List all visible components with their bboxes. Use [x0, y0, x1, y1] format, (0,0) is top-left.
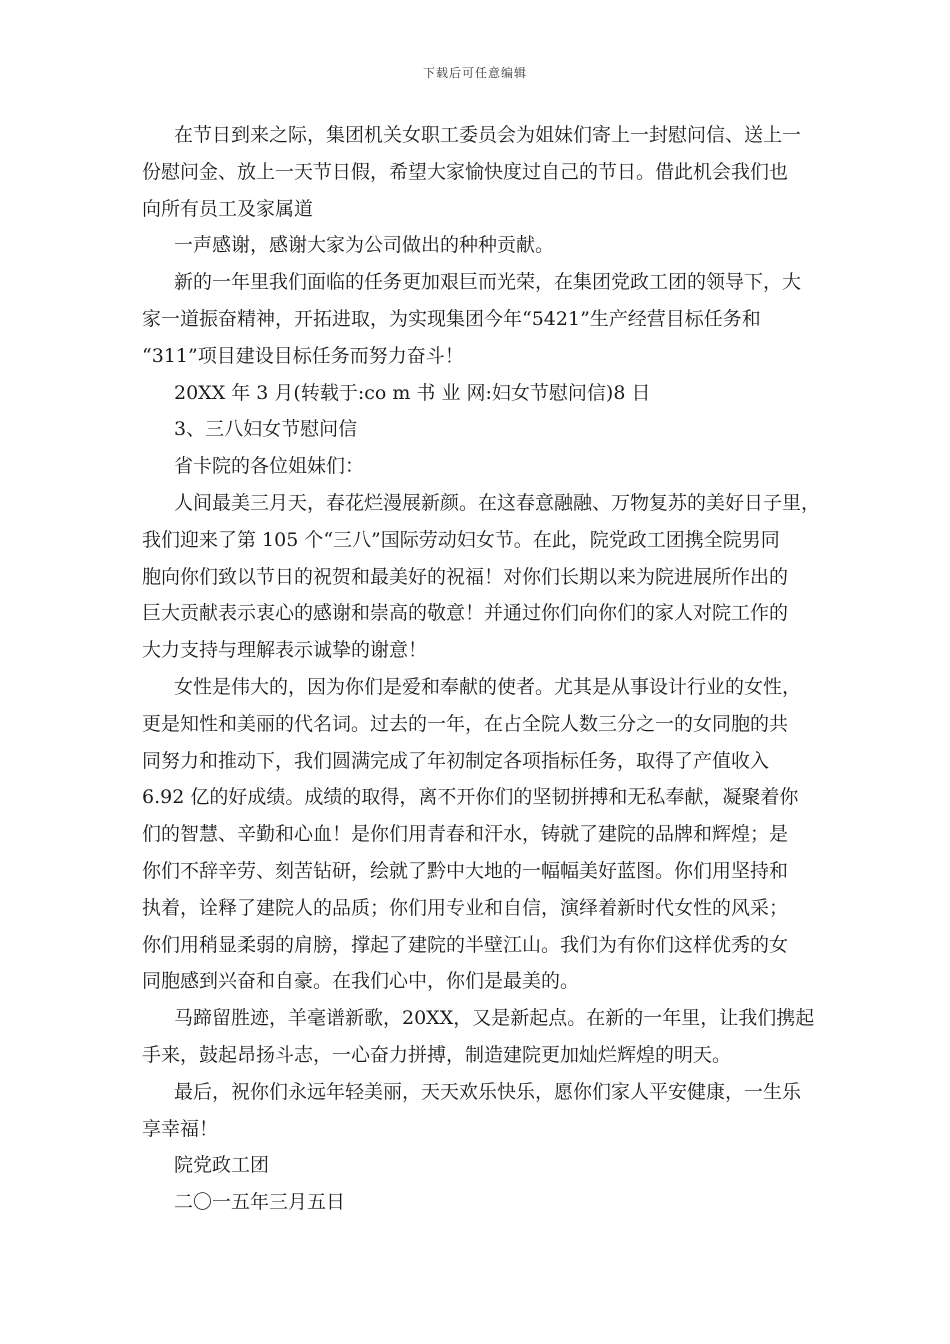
signature-date	[142, 1184, 810, 1221]
text-line: 巨大贡献表示衷心的感谢和崇高的敬意！并通过你们向你们的家人对院工作的	[142, 602, 789, 625]
paragraph	[142, 117, 810, 227]
text-line: 享幸福！	[142, 1117, 219, 1140]
text-line: 新的一年里我们面临的任务更加艰巨而光荣，在集团党政工团的领导下，大	[174, 271, 802, 294]
text-line: 大力支持与理解表示诚挚的谢意！	[142, 639, 428, 662]
text-line: 执着，诠释了建院人的品质；你们用专业和自信，演绎着新时代女性的风采；	[142, 896, 789, 919]
paragraph	[142, 669, 810, 1000]
text-line: “311”项目建设目标任务而努力奋斗！	[142, 344, 464, 367]
text-line: 同胞感到兴奋和自豪。在我们心中，你们是最美的。	[142, 970, 580, 993]
paragraph	[142, 264, 810, 374]
text-line: 人间最美三月天，春花烂漫展新颜。在这春意融融、万物复苏的美好日子里，	[174, 491, 821, 514]
text-line: 院党政工团	[174, 1154, 270, 1177]
text-line: 我们迎来了第 105 个“三八”国际劳动妇女节。在此，院党政工团携全院男同	[142, 528, 780, 551]
text-line: 马蹄留胜迹，羊毫谱新歌，20XX，又是新起点。在新的一年里，让我们携起	[174, 1007, 815, 1030]
text-line: 向所有员工及家属道	[142, 197, 314, 220]
text-line: 胞向你们致以节日的祝贺和最美好的祝福！对你们长期以来为院进展所作出的	[142, 565, 789, 588]
text-line: 一声感谢，感谢大家为公司做出的种种贡献。	[174, 234, 555, 257]
paragraph	[142, 1074, 810, 1148]
text-line: 3、三八妇女节慰问信	[174, 418, 358, 441]
text-line: 更是知性和美丽的代名词。过去的一年，在占全院人数三分之一的女同胞的共	[142, 712, 789, 735]
text-line: 女性是伟大的，因为你们是爱和奉献的使者。尤其是从事设计行业的女性，	[174, 675, 802, 698]
salutation	[142, 448, 810, 485]
text-line: 最后，祝你们永远年轻美丽，天天欢乐快乐，愿你们家人平安健康，一生乐	[174, 1080, 802, 1103]
section-heading	[142, 411, 810, 448]
text-line: 家一道振奋精神，开拓进取，为实现集团今年“5421”生产经营目标任务和	[142, 307, 761, 330]
text-line: 你们用稍显柔弱的肩膀，撑起了建院的半壁江山。我们为有你们这样优秀的女	[142, 933, 789, 956]
text-line: 20XX 年 3 月(转载于:co m 书 业 网:妇女节慰问信)8 日	[174, 381, 651, 404]
text-line: 你们不辞辛劳、刻苦钻研，绘就了黔中大地的一幅幅美好蓝图。你们用坚持和	[142, 859, 789, 882]
text-line: 份慰问金、放上一天节日假，希望大家愉快度过自己的节日。借此机会我们也	[142, 160, 789, 183]
text-line: 们的智慧、辛勤和心血！是你们用青春和汗水，铸就了建院的品牌和辉煌；是	[142, 823, 789, 846]
text-line: 手来，鼓起昂扬斗志，一心奋力拼搏，制造建院更加灿烂辉煌的明天。	[142, 1043, 732, 1066]
text-line: 省卡院的各位姐妹们：	[174, 455, 365, 478]
header-note: 下载后可任意编辑	[422, 66, 527, 80]
text-line: 6.92 亿的好成绩。成绩的取得，离不开你们的坚韧拼搏和无私奉献，凝聚着你	[142, 786, 799, 809]
paragraph	[142, 1000, 815, 1074]
text-line: 二〇一五年三月五日	[174, 1191, 346, 1214]
paragraph	[142, 375, 810, 412]
paragraph	[142, 227, 810, 264]
text-line: 同努力和推动下，我们圆满完成了年初制定各项指标任务，取得了产值收入	[142, 749, 770, 772]
document-body	[142, 117, 821, 1221]
paragraph	[142, 485, 821, 669]
signature-org	[142, 1147, 810, 1184]
text-line: 在节日到来之际，集团机关女职工委员会为姐妹们寄上一封慰问信、送上一	[174, 124, 802, 146]
